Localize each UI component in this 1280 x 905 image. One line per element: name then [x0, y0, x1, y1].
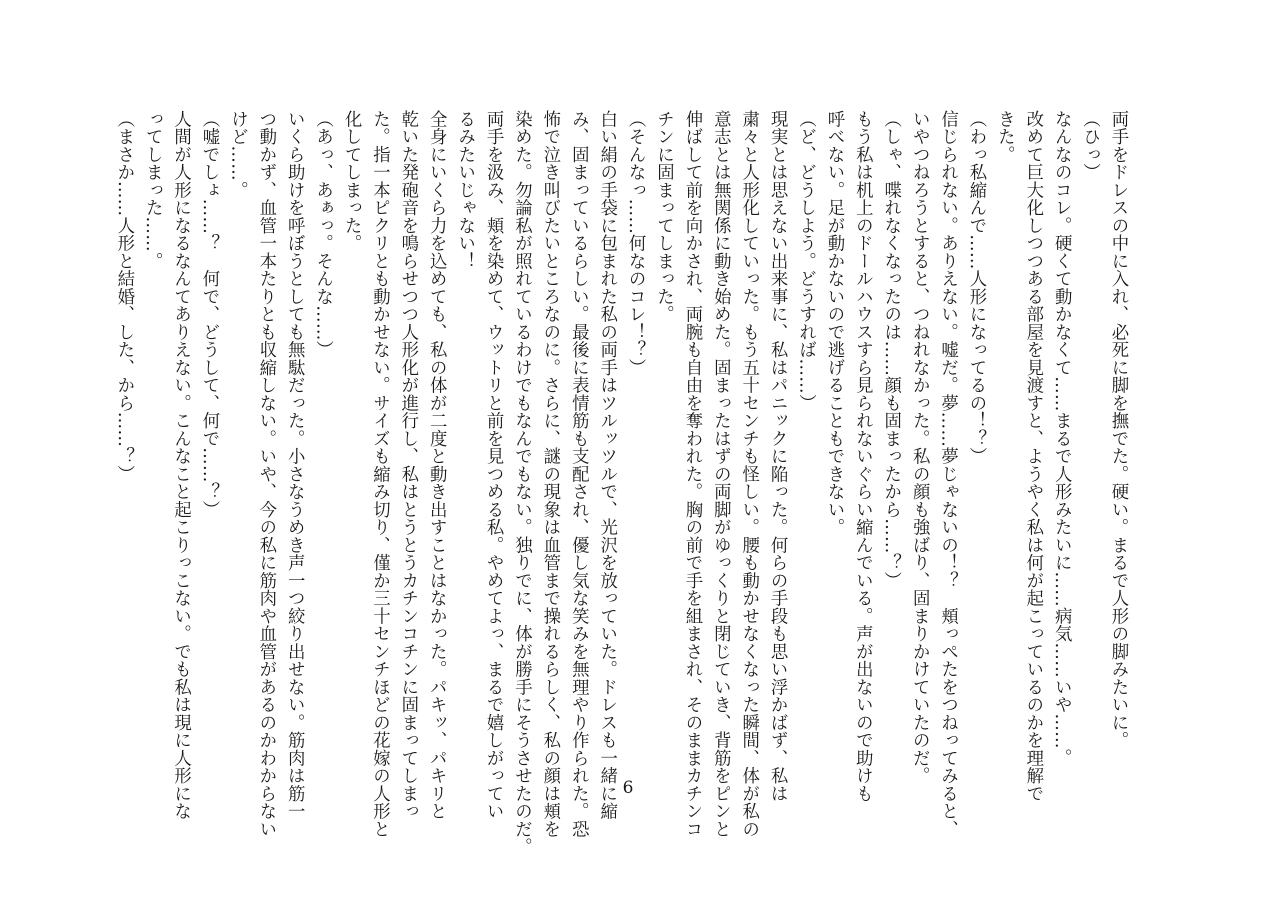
text-line: 粛々と人形化していった。もう五十センチも怪しい。腰も動かせなくなった瞬間、体が私の — [738, 110, 759, 838]
text-line: （あっ、あぁっ。そんな……） — [312, 110, 333, 359]
text-line: 乾いた発砲音を鳴らせつつ人形化が進行し、私はとうとうカチンコチンに固まってしまっ — [397, 110, 418, 820]
text-line: 化してしまった。 — [341, 110, 362, 252]
text-line: 染めた。勿論私が照れているわけでもなんでもない。独りでに、体が勝手にそうさせたのだ。 — [511, 110, 532, 856]
text-line: るみたいじゃない！ — [454, 110, 475, 270]
text-line: もう私は机上のドールハウスすら見られないぐらい縮んでいる。声が出ないので助けも — [852, 110, 873, 803]
text-line: いやつねろうとすると、つねれなかった。私の顔も強ばり、固まりかけていたのだ。 — [909, 110, 930, 785]
text-line: 怖で泣き叫びたいところなのに。さらに、謎の現象は血管まで操れるらしく、私の顔は頬を — [539, 110, 560, 838]
text-line: 人間が人形になるなんてありえない。こんなこと起こりっこない。でも私は現に人形にな — [170, 110, 191, 820]
text-line: 改めて巨大化しつつある部屋を見渡すと、ようやく私は何が起こっているのかを理解で — [1022, 110, 1043, 803]
text-line: （しゃ、喋れなくなったのは……顔も固まったから……？） — [880, 110, 901, 590]
text-line: チンに固まってしまった。 — [653, 110, 674, 323]
text-line: （嘘でしょ……？ 何で、どうして、何で……？） — [199, 110, 219, 519]
text-line: 意志とは無関係に動き始めた。固まったはずの両脚がゆっくりと閉じていき、背筋をピンと — [710, 110, 731, 838]
text-line: （まさか……人形と結婚、した、から……？） — [113, 110, 134, 483]
text-line: 現実とは思えない出来事に、私はパニックに陥った。何らの手段も思い浮かばず、私は — [767, 110, 788, 803]
text-line: ってしまった……。 — [142, 110, 163, 270]
text-line: 信じられない。ありえない。嘘だ。夢……夢じゃないの！？ 頬っぺたをつねってみると、 — [937, 110, 958, 838]
page-number: 6 — [622, 778, 634, 798]
text-line: きた。 — [994, 110, 1015, 164]
text-line: （ひっ） — [1079, 110, 1100, 181]
text-line: 白い絹の手袋に包まれた私の両手はツルッツルで、光沢を放っていた。ドレスも一緒に縮 — [596, 110, 617, 820]
text-line: た。指一本ピクリとも動かせない。サイズも縮み切り、僅か三十センチほどの花嫁の人形と — [369, 110, 390, 838]
text-line: いくら助けを呼ぼうとしても無駄だった。小さなうめき声一つ絞り出せない。筋肉は筋一 — [284, 110, 305, 820]
vertical-text-body — [113, 110, 1132, 856]
text-line: 両手を汲み、頬を染めて、ウットリと前を見つめる私。やめてよっ、まるで嬉しがってい — [483, 110, 504, 820]
text-line: つ動かず、血管一本たりとも収縮しない。いや、今の私に筋肉や血管があるのかわからない — [255, 110, 276, 838]
text-line: 呼べない。足が動かないので逃げることもできない。 — [823, 110, 844, 536]
text-line: （ど、どうしよう。どうすれば……） — [795, 110, 816, 412]
text-line: なんなのコレ。硬くて動かなくて……まるで人形みたいに……病気……いや……。 — [1051, 110, 1072, 767]
text-line: み、固まっているらしい。最後に表情筋も支配され、優し気な笑みを無理やり作られた。恐 — [568, 110, 589, 838]
text-line: けど……。 — [227, 110, 248, 199]
text-line: （そんなっ……何なのコレ！？） — [625, 110, 646, 377]
text-line: 伸ばして前を向かされ、両腕も自由を奪われた。胸の前で手を組まされ、そのままカチンコ — [681, 110, 702, 838]
text-line: （わっ私縮んで……人形になってるの！？） — [965, 110, 986, 465]
text-line: 両手をドレスの中に入れ、必死に脚を撫でた。硬い。まるで人形の脚みたいに。 — [1108, 110, 1128, 749]
text-line: 全身にいくら力を込めても、私の体が二度と動き出すことはなかった。パキッ、パキリと — [426, 110, 447, 820]
